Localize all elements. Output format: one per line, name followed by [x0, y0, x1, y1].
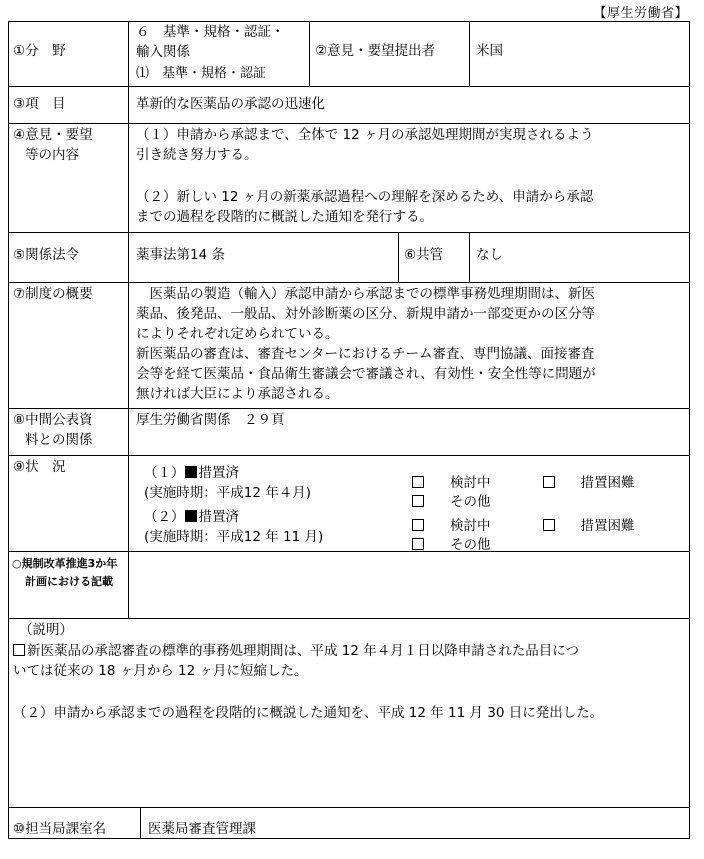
explanation-p1-line1: 新医薬品の承認審査の標準的事務処理期間は、平成 12 年４月１日以降申請された品目につ	[13, 642, 579, 661]
status-entry-number: （１）	[144, 465, 185, 481]
row-divider	[9, 408, 689, 409]
office-value: 医薬局審査管理課	[148, 821, 256, 837]
status-options-row-2	[412, 517, 689, 555]
option-difficult[interactable]: 措置困難	[543, 475, 661, 491]
item-value: 革新的な医薬品の承認の迅速化	[136, 96, 325, 112]
joint-value: なし	[476, 247, 503, 263]
filled-square-icon	[185, 466, 197, 478]
field-value-line2: 輸入関係	[136, 44, 190, 60]
checkbox-icon	[412, 538, 424, 550]
request-p1-line2: 引き続き努力する。	[136, 147, 258, 163]
submitter-value: 米国	[476, 43, 503, 59]
form-table	[8, 21, 690, 839]
item-label: ③項 目	[13, 96, 66, 112]
checkbox-icon	[412, 476, 424, 488]
interim-label-line2: 料との関係	[25, 432, 93, 448]
checkbox-icon	[412, 519, 424, 531]
field-value-line1: ６ 基準・規格・認証・	[136, 24, 285, 40]
system-line: によりそれぞれ定められている。	[136, 326, 339, 342]
status-entry-1	[144, 464, 239, 483]
row-divider	[9, 86, 689, 87]
joint-label: ⑥共管	[404, 247, 444, 263]
law-value: 薬事法第14 条	[136, 247, 225, 263]
status-entry-number: （２）	[144, 509, 185, 525]
submitter-label: ②意見・要望提出者	[315, 43, 436, 59]
row-divider	[9, 807, 689, 808]
column-divider	[140, 807, 141, 839]
field-label: ①分 野	[13, 43, 66, 59]
checkbox-icon	[543, 476, 555, 488]
status-label: ⑨状 況	[13, 459, 66, 475]
column-divider	[398, 232, 399, 282]
office-label: ⑩担当局課室名	[13, 821, 107, 837]
row-divider	[9, 232, 689, 233]
checkbox-icon	[412, 495, 424, 507]
explanation-p1-line2: いては従来の 18 ヶ月から 12 ヶ月に短縮した。	[13, 663, 308, 679]
interim-value: 厚生労働省関係 ２９頁	[136, 412, 285, 428]
option-other[interactable]: その他	[412, 494, 517, 510]
option-difficult[interactable]: 措置困難	[543, 518, 661, 534]
law-label: ⑤関係法令	[13, 247, 80, 263]
system-line: 薬品、後発品、一般品、対外診断薬の区分、新規申請か一部変更かの区分等	[136, 306, 595, 322]
option-under-review[interactable]: 検討中	[412, 518, 517, 534]
system-label: ⑦制度の概要	[13, 286, 93, 302]
system-line: 無ければ大臣により承認される。	[136, 386, 339, 402]
request-p1-line1: （１）申請から承認まで、全体で 12 ヶ月の承認処理期間が実現されるよう	[136, 127, 594, 143]
request-p2-line1: （２）新しい 12 ヶ月の新薬承認過程への理解を深めるため、申請から承認	[136, 189, 594, 205]
explanation-p2: （２）申請から承認までの過程を段階的に概説した通知を、平成 12 年 11 月 30 日に発出した。	[13, 705, 604, 721]
plan-label-line1: ○規制改革推進3か年	[12, 557, 118, 570]
row-divider	[9, 282, 689, 283]
row-divider	[9, 455, 689, 456]
column-divider	[469, 232, 470, 282]
label-column-divider	[128, 22, 129, 618]
status-entry-period: (実施時期：平成12 年 11 月)	[144, 529, 324, 545]
status-entry-period: (実施時期：平成12 年４月)	[144, 485, 312, 501]
status-options-row-1	[412, 474, 689, 512]
option-under-review[interactable]: 検討中	[412, 475, 517, 491]
checkbox-icon	[543, 519, 555, 531]
request-label-line2: 等の内容	[25, 147, 79, 163]
column-divider	[309, 22, 310, 86]
system-line: 新医薬品の審査は、審査センターにおけるチーム審査、専門協議、面接審査	[136, 346, 595, 362]
status-entry-state: 措置済	[198, 509, 239, 525]
system-line: 会等を経て医薬品・食品衛生審議会で審議され、有効性・安全性等に問題が	[136, 366, 596, 382]
option-other[interactable]: その他	[412, 537, 517, 553]
status-entry-2	[144, 508, 239, 527]
column-divider	[469, 22, 470, 86]
system-line: 医薬品の製造（輸入）承認申請から承認までの標準事務処理期間は、新医	[136, 286, 595, 302]
filled-square-icon	[185, 510, 197, 522]
plan-label-line2: 計画における記載	[25, 575, 113, 588]
ministry-header: 【厚生労働省】	[593, 6, 688, 21]
field-value-line3: ⑴ 基準・規格・認証	[136, 66, 267, 81]
row-divider	[9, 618, 689, 619]
checkbox-icon	[13, 644, 25, 656]
status-entry-state: 措置済	[198, 465, 239, 481]
explanation-label: （説明）	[19, 622, 73, 638]
request-label-line1: ④意見・要望	[13, 127, 93, 143]
interim-label-line1: ⑧中間公表資	[13, 412, 93, 428]
request-p2-line2: までの過程を段階的に概説した通知を発行する。	[136, 209, 433, 225]
row-divider	[9, 123, 689, 124]
